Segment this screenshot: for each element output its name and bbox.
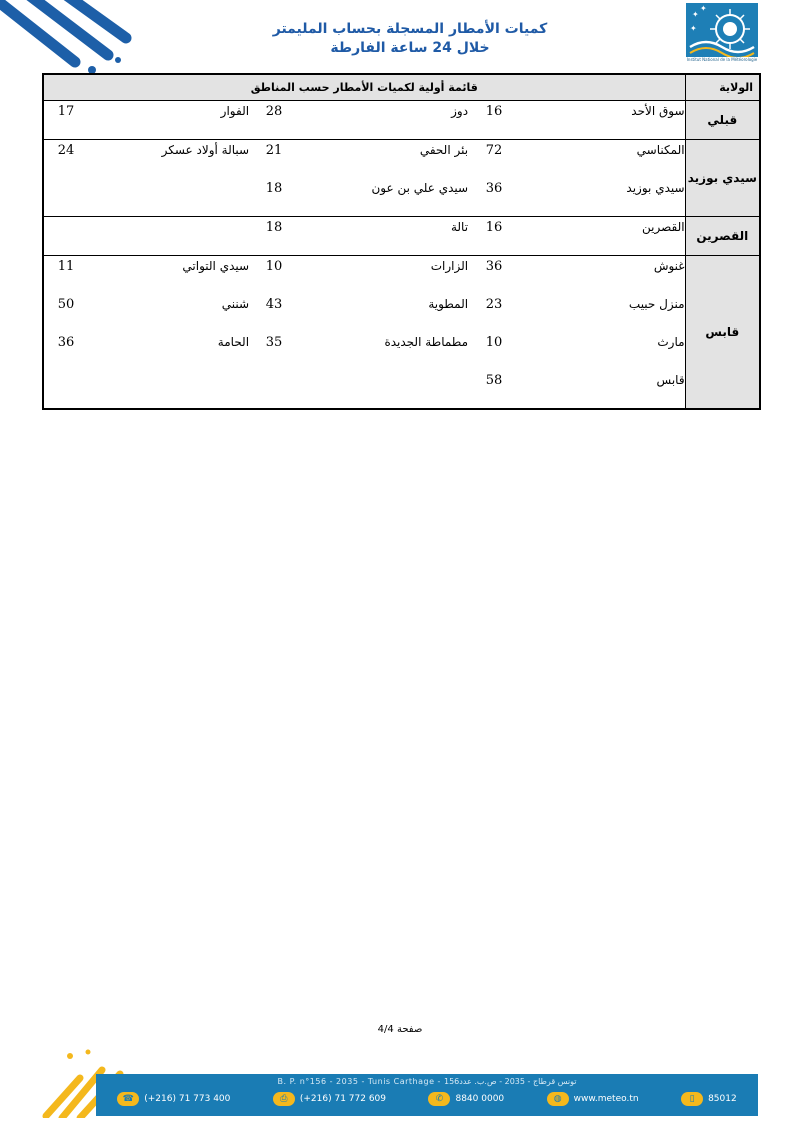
station-name: دوز <box>299 101 468 140</box>
table-row <box>43 178 760 217</box>
footer-address: B. P. n°156 - 2035 - Tunis Carthage - تونس قرطاج - 2035 - ص.ب. عدد156 <box>277 1077 577 1086</box>
inm-logo-icon <box>686 3 758 69</box>
svg-text:✦: ✦ <box>700 4 707 13</box>
station-name: مارث <box>657 335 685 349</box>
station-name: شنني <box>221 297 250 311</box>
station-name: المكناسي <box>636 143 685 157</box>
page-number <box>350 1024 450 1035</box>
station-name <box>88 217 249 256</box>
rain-value: 43 <box>265 297 283 312</box>
fax-icon: ⎙ <box>273 1092 295 1106</box>
table-row <box>43 370 760 409</box>
footer-contacts <box>96 1090 758 1108</box>
station-name: سوق الأحد <box>520 101 685 140</box>
sms-icon: ▯ <box>681 1092 703 1106</box>
rain-value <box>249 370 299 409</box>
station-name: مطماطة الجديدة <box>384 335 469 349</box>
title-block <box>140 20 680 58</box>
rain-value: 35 <box>265 335 283 350</box>
table-row <box>43 256 760 295</box>
station-name: الحامة <box>217 335 250 349</box>
contact-text: (+216) 71 773 400 <box>144 1094 231 1104</box>
contact-web[interactable] <box>547 1092 639 1106</box>
contact-text[interactable]: www.meteo.tn <box>573 1094 639 1104</box>
table-row <box>43 101 760 140</box>
governorate-cell: القصرين <box>685 217 760 256</box>
station-name: سيدي التواتي <box>182 259 250 273</box>
station-name: الزارات <box>430 259 469 273</box>
rain-value: 36 <box>468 178 520 217</box>
svg-text:✦: ✦ <box>692 10 699 19</box>
svg-text:✦: ✦ <box>690 24 697 33</box>
contact-text: 8840 0000 <box>455 1094 505 1104</box>
rain-value: 10 <box>485 335 503 350</box>
web-icon: ◍ <box>547 1092 569 1106</box>
rain-value: 36 <box>43 332 88 370</box>
logo-caption: Institut National de la Météorologie <box>686 57 758 69</box>
page-subtitle: خلال 24 ساعة الفارطة <box>330 40 490 56</box>
page-number-value: 4/4 <box>377 1024 394 1035</box>
rainfall-table <box>42 73 761 410</box>
station-name: منزل حبيب <box>628 297 685 311</box>
contact-phone <box>117 1092 230 1106</box>
hotline-icon: ✆ <box>428 1092 450 1106</box>
station-name: سيدي علي بن عون <box>299 178 468 217</box>
rain-value: 17 <box>43 101 88 140</box>
table-row <box>43 294 760 332</box>
station-name: سبالة أولاد عسكر <box>161 143 250 157</box>
station-name: تالة <box>299 217 468 256</box>
station-name: المطوية <box>428 297 469 311</box>
governorate-cell: سيدي بوزيد <box>685 140 760 217</box>
page-label: صفحة <box>396 1024 423 1035</box>
governorate-cell: قبلي <box>685 101 760 140</box>
station-name: الفوار <box>88 101 249 140</box>
rain-value: 21 <box>265 143 283 158</box>
contact-hotline <box>428 1092 504 1106</box>
rain-value: 23 <box>485 297 503 312</box>
table-row <box>43 217 760 256</box>
rain-value: 10 <box>265 259 283 274</box>
rain-value: 72 <box>485 143 503 158</box>
rain-value: 28 <box>249 101 299 140</box>
rain-value: 36 <box>485 259 503 274</box>
station-name: بئر الحفي <box>419 143 469 157</box>
header-station-list: قائمة أولية لكميات الأمطار حسب المناطق <box>43 74 685 101</box>
station-name <box>299 370 468 409</box>
governorate-cell: قابس <box>685 256 760 410</box>
rain-value <box>43 217 88 256</box>
station-name: سيدي بوزيد <box>520 178 685 217</box>
station-name: القصرين <box>520 217 685 256</box>
rain-value: 58 <box>468 370 520 409</box>
table-header-row <box>43 74 760 101</box>
rain-value: 11 <box>43 256 88 295</box>
station-name <box>88 370 249 409</box>
table-row <box>43 332 760 370</box>
contact-fax <box>273 1092 386 1106</box>
header-stripes-decoration <box>0 0 135 75</box>
rain-value: 18 <box>249 178 299 217</box>
rain-value <box>43 178 88 217</box>
rain-value: 50 <box>43 294 88 332</box>
phone-icon: ☎ <box>117 1092 139 1106</box>
contact-sms <box>681 1092 737 1106</box>
station-name <box>88 178 249 217</box>
logo-emblem-icon <box>686 3 758 57</box>
rain-value: 16 <box>468 101 520 140</box>
table-row <box>43 140 760 179</box>
rain-value: 18 <box>249 217 299 256</box>
header-governorate: الولاية <box>685 74 760 101</box>
contact-text: (+216) 71 772 609 <box>299 1094 386 1104</box>
station-name: قابس <box>520 370 685 409</box>
page-title: كميات الأمطار المسجلة بحساب المليمتر <box>272 21 548 37</box>
rain-value: 24 <box>43 140 88 179</box>
rain-value: 16 <box>468 217 520 256</box>
contact-text: 85012 <box>708 1094 737 1104</box>
rain-value <box>43 370 88 409</box>
station-name: غنوش <box>653 259 685 273</box>
